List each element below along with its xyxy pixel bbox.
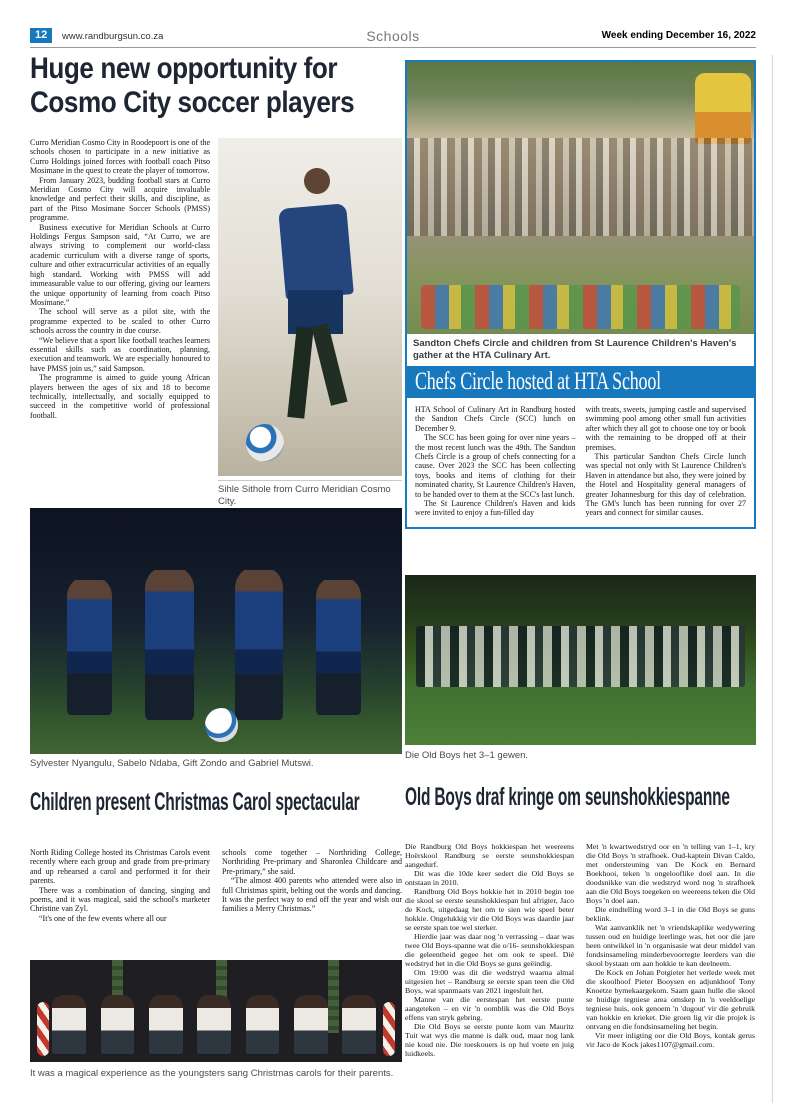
chefs-column-1 bbox=[415, 405, 576, 518]
section-label: Schools bbox=[366, 28, 420, 44]
paragraph: Hierdie jaar was daar nog 'n verrassing – daar was twee Old Boys-spanne wat die o/16- seunshokkiespan die geleentheid gegee het om ook te speel. Dié wedstryd het in die Old Boys se guns geëindig. bbox=[405, 932, 574, 968]
player-head bbox=[304, 168, 330, 194]
chefs-photo-caption: Sandton Chefs Circle and children from St Laurence Children's Haven's gather at the HTA Culinary Art. bbox=[413, 338, 737, 361]
paragraph: De Kock en Johan Potgieter het verlede week met die skoolhoof Pieter Booysen en adjunkhoof Tony Knoetze bymekaargekom. Saam gaan hulle die skool se huidige tegniese area omskep in 'n veeldoelige tegniese huis, ook genoem 'n 'dugout' vir die gebruik van hokkie en krieket. Die groen lig vir die projek is ontvang en die fondsinsameling het begin. bbox=[586, 968, 755, 1031]
paragraph: Curro Meridian Cosmo City in Roodepoort is one of the schools chosen to participate in a new initiative as Curro Holdings joined forces with football coach Pitso Mosimane in the quest to create the player of tomorrow. bbox=[30, 138, 210, 176]
soccer-article bbox=[30, 138, 402, 507]
chefs-article-box bbox=[405, 60, 756, 529]
candy-cane-decoration bbox=[37, 1002, 49, 1056]
child-figure bbox=[101, 995, 134, 1054]
oldboys-column-2 bbox=[586, 842, 755, 1104]
team-night-photo bbox=[30, 508, 402, 754]
hockey-team-photo bbox=[405, 575, 756, 745]
child-figure bbox=[149, 995, 182, 1054]
paragraph: Met 'n kwartwedstryd oor en 'n telling van 1–1, kry die Old Boys 'n strafhoek. Oud-kaptein Divan Caldo, met ondersteuning van De Kock en Bernard Boekhooi, teken 'n ongelooflike doel aan. In die doodsnikke van die wedstryd word nog 'n strafhoek aan die Old Boys toegeken en weereens teken die Old Boys 'n doel aan. bbox=[586, 842, 755, 905]
carol-photo-caption: It was a magical experience as the youngsters sang Christmas carols for their parents. bbox=[30, 1068, 394, 1079]
carol-article-body bbox=[30, 848, 402, 958]
paragraph: Om 19:00 was dit die wedstryd waarna almal uitgesien het – Randburg se eerste span teen die Old Boys, wat spanmaats van 2021 ingesluit het. bbox=[405, 968, 574, 995]
chefs-group-photo bbox=[407, 62, 754, 334]
hockey-team-lineup bbox=[416, 626, 746, 687]
soccer-photo-caption: Sihle Sithole from Curro Meridian Cosmo City. bbox=[218, 480, 402, 507]
player-leg bbox=[287, 327, 313, 419]
child-figure bbox=[294, 995, 327, 1054]
candy-cane-decoration bbox=[383, 1002, 395, 1056]
paragraph: Randburg Old Boys hokkie het in 2010 begin toe die skool se eerste seunshokkiespan hul afrigter, Jaco de Kock, uitgedaag het om te sien wie speel beter hokkie. Ongelukkig vir die Old Boys was daardie jaar se eerste span toe wel sterker. bbox=[405, 887, 574, 932]
paragraph: This particular Sandton Chefs Circle lunch was special not only with St Laurence Children's Haven in attendance but also, they were joined by the Hotel and Hospitality general managers of greater Johannesburg for this day of celebration. The GM's lunch has been running for over 27 years and connect for similar causes. bbox=[585, 452, 746, 518]
edition-date: Week ending December 16, 2022 bbox=[601, 30, 756, 41]
soccer-ball bbox=[205, 708, 238, 741]
garland-decoration bbox=[328, 960, 339, 1033]
soccer-player-photo bbox=[218, 138, 402, 476]
headline-line-1: Huge new opportunity for bbox=[30, 52, 338, 85]
player-figure bbox=[235, 567, 283, 720]
headline-line-2: Cosmo City soccer players bbox=[30, 86, 355, 119]
carol-column-1 bbox=[30, 848, 210, 958]
paragraph: There was a combination of dancing, singing and poems, and it was magical, said the school's marketer Christine van Zyl. bbox=[30, 885, 210, 914]
crowd-of-people bbox=[407, 138, 754, 236]
jumping-castle bbox=[695, 73, 751, 144]
carol-column-2 bbox=[222, 848, 402, 958]
paragraph: “It's one of the few events where all our bbox=[39, 913, 167, 923]
chefs-article-body bbox=[407, 398, 754, 527]
paragraph: Business executive for Meridian Schools at Curro Holdings Fergus Sampson said, “At Curro, we are always striving to complement our world-class academic curriculum with a diverse range of sports, culture and other extracurricular activities of an equally high standard. Working with PMSS will add immeasurable value to our offering, giving our learners the unique opportunity of learning from coach Pitso Mosimane.” bbox=[30, 222, 210, 307]
soccer-article-body bbox=[30, 138, 210, 507]
donated-toys-pile bbox=[421, 285, 740, 329]
chefs-banner-text: Chefs Circle hosted at HTA School bbox=[415, 368, 661, 395]
player-leg bbox=[311, 323, 347, 406]
team-photo-caption: Sylvester Nyangulu, Sabelo Ndaba, Gift Zondo and Gabriel Mutswi. bbox=[30, 758, 314, 769]
page-scan-edge bbox=[772, 55, 773, 1103]
carol-headline-text: Children present Christmas Carol spectacular bbox=[30, 788, 360, 816]
paragraph: The SCC has been going for over nine years – the most recent lunch was the 49th. The Sandton Chefs Circle is a group of chefs connecting for a cause. Over 2023 the SCC has been collecting toys, books and items of clothing for their nominated charity, St Laurence Children's Haven, to be handed over to them at the SCC's last lunch. bbox=[415, 433, 576, 499]
paragraph: Die Randburg Old Boys hokkiespan het weereens Hoërskool Randburg se eerste seunshokkiespan aangedurf. bbox=[405, 842, 574, 869]
paragraph: with treats, sweets, jumping castle and supervised swimming pool among other small fun activities after which they all got to choose one toy or book with the remaining to be dropped off at their premises. bbox=[585, 405, 746, 452]
paragraph: Die eindtelling word 3–1 in die Old Boys se guns beklink. bbox=[586, 905, 755, 923]
child-figure bbox=[197, 995, 230, 1054]
paragraph: “We believe that a sport like football teaches learners essential skills such as coordination, planning, execution and teamwork. We are especially honoured to have PMSS join us,” said Sampson. bbox=[30, 335, 210, 373]
page-number-badge: 12 bbox=[30, 28, 52, 43]
paragraph: North Riding College hosted its Christmas Carols event recently where each group and grade from pre-primary and up rehearsed a carol and performed it for their parents. bbox=[30, 848, 210, 886]
page-header bbox=[30, 28, 756, 48]
player-figure bbox=[316, 577, 361, 715]
child-figure bbox=[342, 995, 375, 1054]
player-jersey bbox=[279, 203, 355, 300]
paragraph: Dit was die 10de keer sedert die Old Boys se ontstaan in 2010. bbox=[405, 869, 574, 887]
oldboys-article-body bbox=[405, 842, 756, 1104]
paragraph: Die Old Boys se eerste punte kom van Mauritz Tuit wat wys die manne is dalk oud, maar nog lank nie koud nie. Die toeskouers is op hul voete en juig luidkeels. bbox=[405, 1022, 574, 1058]
chefs-article-banner bbox=[407, 366, 754, 398]
child-figure bbox=[246, 995, 279, 1054]
paragraph: Manne van die eerstespan het eerste punte aangeteken – en vir 'n oomblik was die Old Boys effens van stryk gebring. bbox=[405, 995, 574, 1022]
paragraph: The school will serve as a pilot site, with the programme expected to be scaled to other Curro schools across the country in due course. bbox=[30, 307, 210, 336]
soccer-article-headline bbox=[30, 52, 410, 120]
paragraph: schools come together – Northriding College, Northriding Pre-primary and Sharonlea Childcare and Pre-primary,” she said. bbox=[222, 848, 402, 876]
site-url: www.randburgsun.co.za bbox=[62, 31, 164, 42]
carol-performance-photo bbox=[30, 960, 402, 1062]
player-figure bbox=[145, 567, 193, 720]
soccer-ball bbox=[246, 424, 285, 463]
paragraph: “The almost 400 parents who attended were also in full Christmas spirit, belting out the words and dancing. It was the perfect way to end off the year and wish our families a Merry Christmas.” bbox=[222, 876, 402, 914]
oldboys-column-1 bbox=[405, 842, 574, 1104]
chefs-column-2 bbox=[586, 405, 747, 518]
player-figure bbox=[67, 577, 112, 715]
paragraph: Wat aanvanklik net 'n vriendskaplike wedywering tussen oud en huidige leerlinge was, het oor die jare heen ontwikkel in 'n organisasie wat deur middel van fondsinsameling minderbevoorregte leerders van die skool bystaan om aan hokkie te kan deelneem. bbox=[586, 923, 755, 968]
oldboys-headline-text: Old Boys draf kringe om seunshokkiespanne bbox=[405, 783, 730, 811]
paragraph: Vir meer inligting oor die Old Boys, kontak gerus vir Jaco de Kock jakes1107@gmail.com. bbox=[586, 1031, 755, 1049]
paragraph: HTA School of Culinary Art in Randburg hosted the Sandton Chefs Circle (SCC) lunch on December 9. bbox=[415, 405, 576, 433]
hockey-photo-caption: Die Old Boys het 3–1 gewen. bbox=[405, 750, 529, 761]
paragraph: The St Laurence Children's Haven and kids were invited to enjoy a fun-filled day bbox=[415, 499, 576, 518]
carol-article-headline bbox=[30, 788, 402, 817]
oldboys-article-headline bbox=[405, 783, 756, 812]
soccer-photo-column bbox=[218, 138, 402, 507]
paragraph: From January 2023, budding football stars at Curro Meridian Cosmo City will acquire invaluable knowledge and perfect their skills, and discipline, as part of the Pitso Mosimane Soccer Schools (PMSS) programme. bbox=[30, 175, 210, 223]
child-figure bbox=[52, 995, 85, 1054]
paragraph: The programme is aimed to guide young African players between the ages of six and 18 to become technically, intellectually, and socially equipped to succeed in the competitive world of professional football. bbox=[30, 373, 210, 420]
